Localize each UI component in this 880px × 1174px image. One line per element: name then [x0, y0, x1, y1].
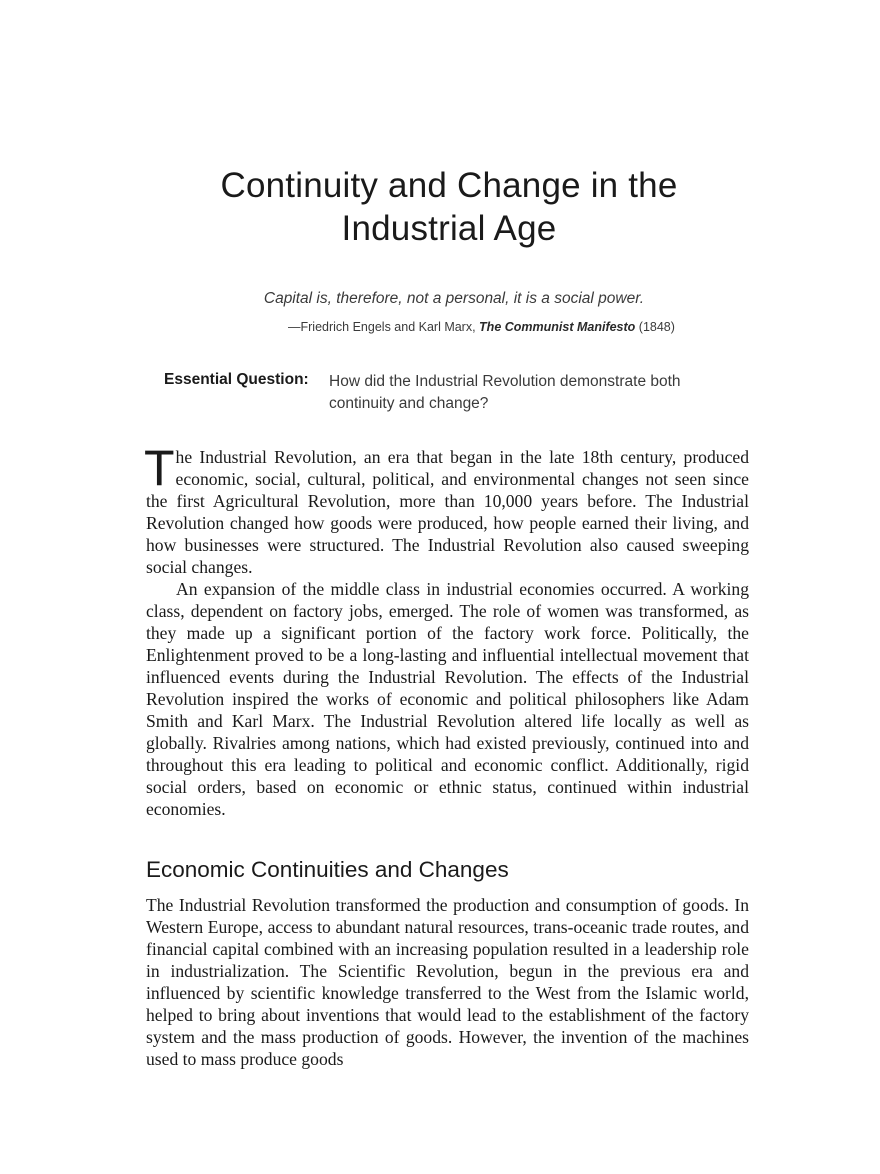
intro-paragraph-1 [144, 440, 749, 578]
drop-cap: T [144, 440, 175, 496]
intro-paragraph-1-text: he Industrial Revolution, an era that began in the late 18th century, produced economic, social, cultural, political, and environmental changes not seen since the first Agricultural Revolution, more than 10,000 years before. The Industrial Revolution changed how goods were produced, how people earned their living, and how businesses were structured. The Industrial Revolution also caused sweeping social changes. [146, 447, 749, 577]
chapter-title-line-1: Continuity and Change in the [220, 166, 678, 205]
intro-paragraph-2: An expansion of the middle class in industrial economies occurred. A working class, dependent on factory jobs, emerged. The role of women was transformed, as they made up a significant portion of the factory work force. Politically, the Enlightenment proved to be a long-lasting and influential intellectual movement that influenced events during the Industrial Revolution. The effects of the Industrial Revolution inspired the works of economic and political philosophers like Adam Smith and Karl Marx. The Industrial Revolution altered life locally as well as globally. Rivalries among nations, which had existed previously, continued into and throughout this era leading to political and economic conflict. Additionally, rigid social orders, based on economic or ethnic status, continued within industrial economies. [146, 579, 749, 819]
chapter-title [100, 164, 798, 250]
essential-question-label: Essential Question: [164, 371, 309, 388]
epigraph-attribution [288, 320, 675, 334]
section-paragraph: The Industrial Revolution transformed the production and consumption of goods. In Western Europe, access to abundant natural resources, trans-oceanic trade routes, and financial capital combined with an increasing population resulted in a leadership role in industrialization. The Scientific Revolution, begun in the previous era and influenced by scientific knowledge transferred to the West from the Islamic world, helped to bring about inventions that would lead to the establishment of the factory system and the mass production of goods. However, the invention of the machines used to mass produce goods [146, 895, 749, 1069]
attribution-authors: —Friedrich Engels and Karl Marx, [288, 320, 480, 334]
chapter-title-line-2: Industrial Age [341, 209, 557, 248]
attribution-work-title: The Communist Manifesto [479, 320, 636, 334]
section-body [146, 894, 749, 1070]
section-heading: Economic Continuities and Changes [146, 857, 509, 882]
essential-question-text: How did the Industrial Revolution demonstrate both continuity and change? [329, 373, 681, 412]
attribution-year: (1848) [635, 320, 675, 334]
intro-text [144, 440, 749, 820]
epigraph-quote: Capital is, therefore, not a personal, it is a social power. [263, 290, 645, 307]
